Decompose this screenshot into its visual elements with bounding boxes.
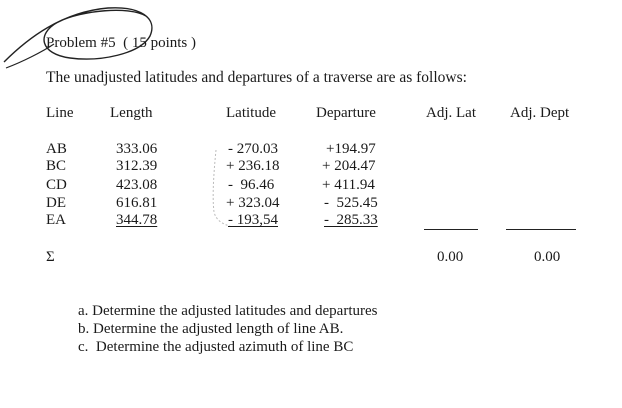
row-ea-length: 344.78	[116, 212, 158, 228]
row-cd-length: 423.08	[116, 177, 158, 193]
row-bc-latitude: + 236.18	[226, 158, 280, 174]
header-adj-lat: Adj. Lat	[426, 105, 476, 121]
problem-number: Problem #5	[46, 35, 116, 51]
row-bc-departure: + 204.47	[322, 158, 376, 174]
row-ab-length: 333.06	[116, 141, 158, 157]
row-cd-departure: + 411.94	[322, 177, 375, 193]
header-line: Line	[46, 105, 74, 121]
header-departure: Departure	[316, 105, 376, 121]
row-de-departure: - 525.45	[324, 195, 378, 211]
intro-text: The unadjusted latitudes and departures of a traverse are as follows:	[46, 69, 467, 86]
problem-header	[46, 36, 196, 51]
sum-symbol: Σ	[46, 249, 55, 265]
problem-points: ( 15 points )	[123, 35, 197, 51]
row-cd-latitude: - 96.46	[228, 177, 275, 193]
question-a: a. Determine the adjusted latitudes and departures	[78, 303, 378, 319]
adj-lat-sum: 0.00	[437, 249, 464, 265]
question-b: b. Determine the adjusted length of line AB.	[78, 321, 344, 337]
row-bc-line: BC	[46, 158, 67, 174]
row-de-length: 616.81	[116, 195, 158, 211]
question-c: c. Determine the adjusted azimuth of line BC	[78, 339, 354, 355]
header-latitude: Latitude	[226, 105, 276, 121]
row-ea-line: EA	[46, 212, 66, 228]
row-ea-departure: - 285.33	[324, 212, 378, 228]
row-ab-departure: +194.97	[326, 141, 376, 157]
header-adj-dept: Adj. Dept	[510, 105, 570, 121]
row-ab-latitude: - 270.03	[228, 141, 278, 157]
adj-dept-blank-line	[506, 229, 576, 230]
row-ab-line: AB	[46, 141, 67, 157]
row-ea-latitude: - 193,54	[228, 212, 278, 228]
row-de-latitude: + 323.04	[226, 195, 280, 211]
adj-lat-blank-line	[424, 229, 478, 230]
header-length: Length	[110, 105, 153, 121]
adj-dept-sum: 0.00	[534, 249, 561, 265]
row-cd-line: CD	[46, 177, 67, 193]
row-bc-length: 312.39	[116, 158, 158, 174]
row-de-line: DE	[46, 195, 66, 211]
